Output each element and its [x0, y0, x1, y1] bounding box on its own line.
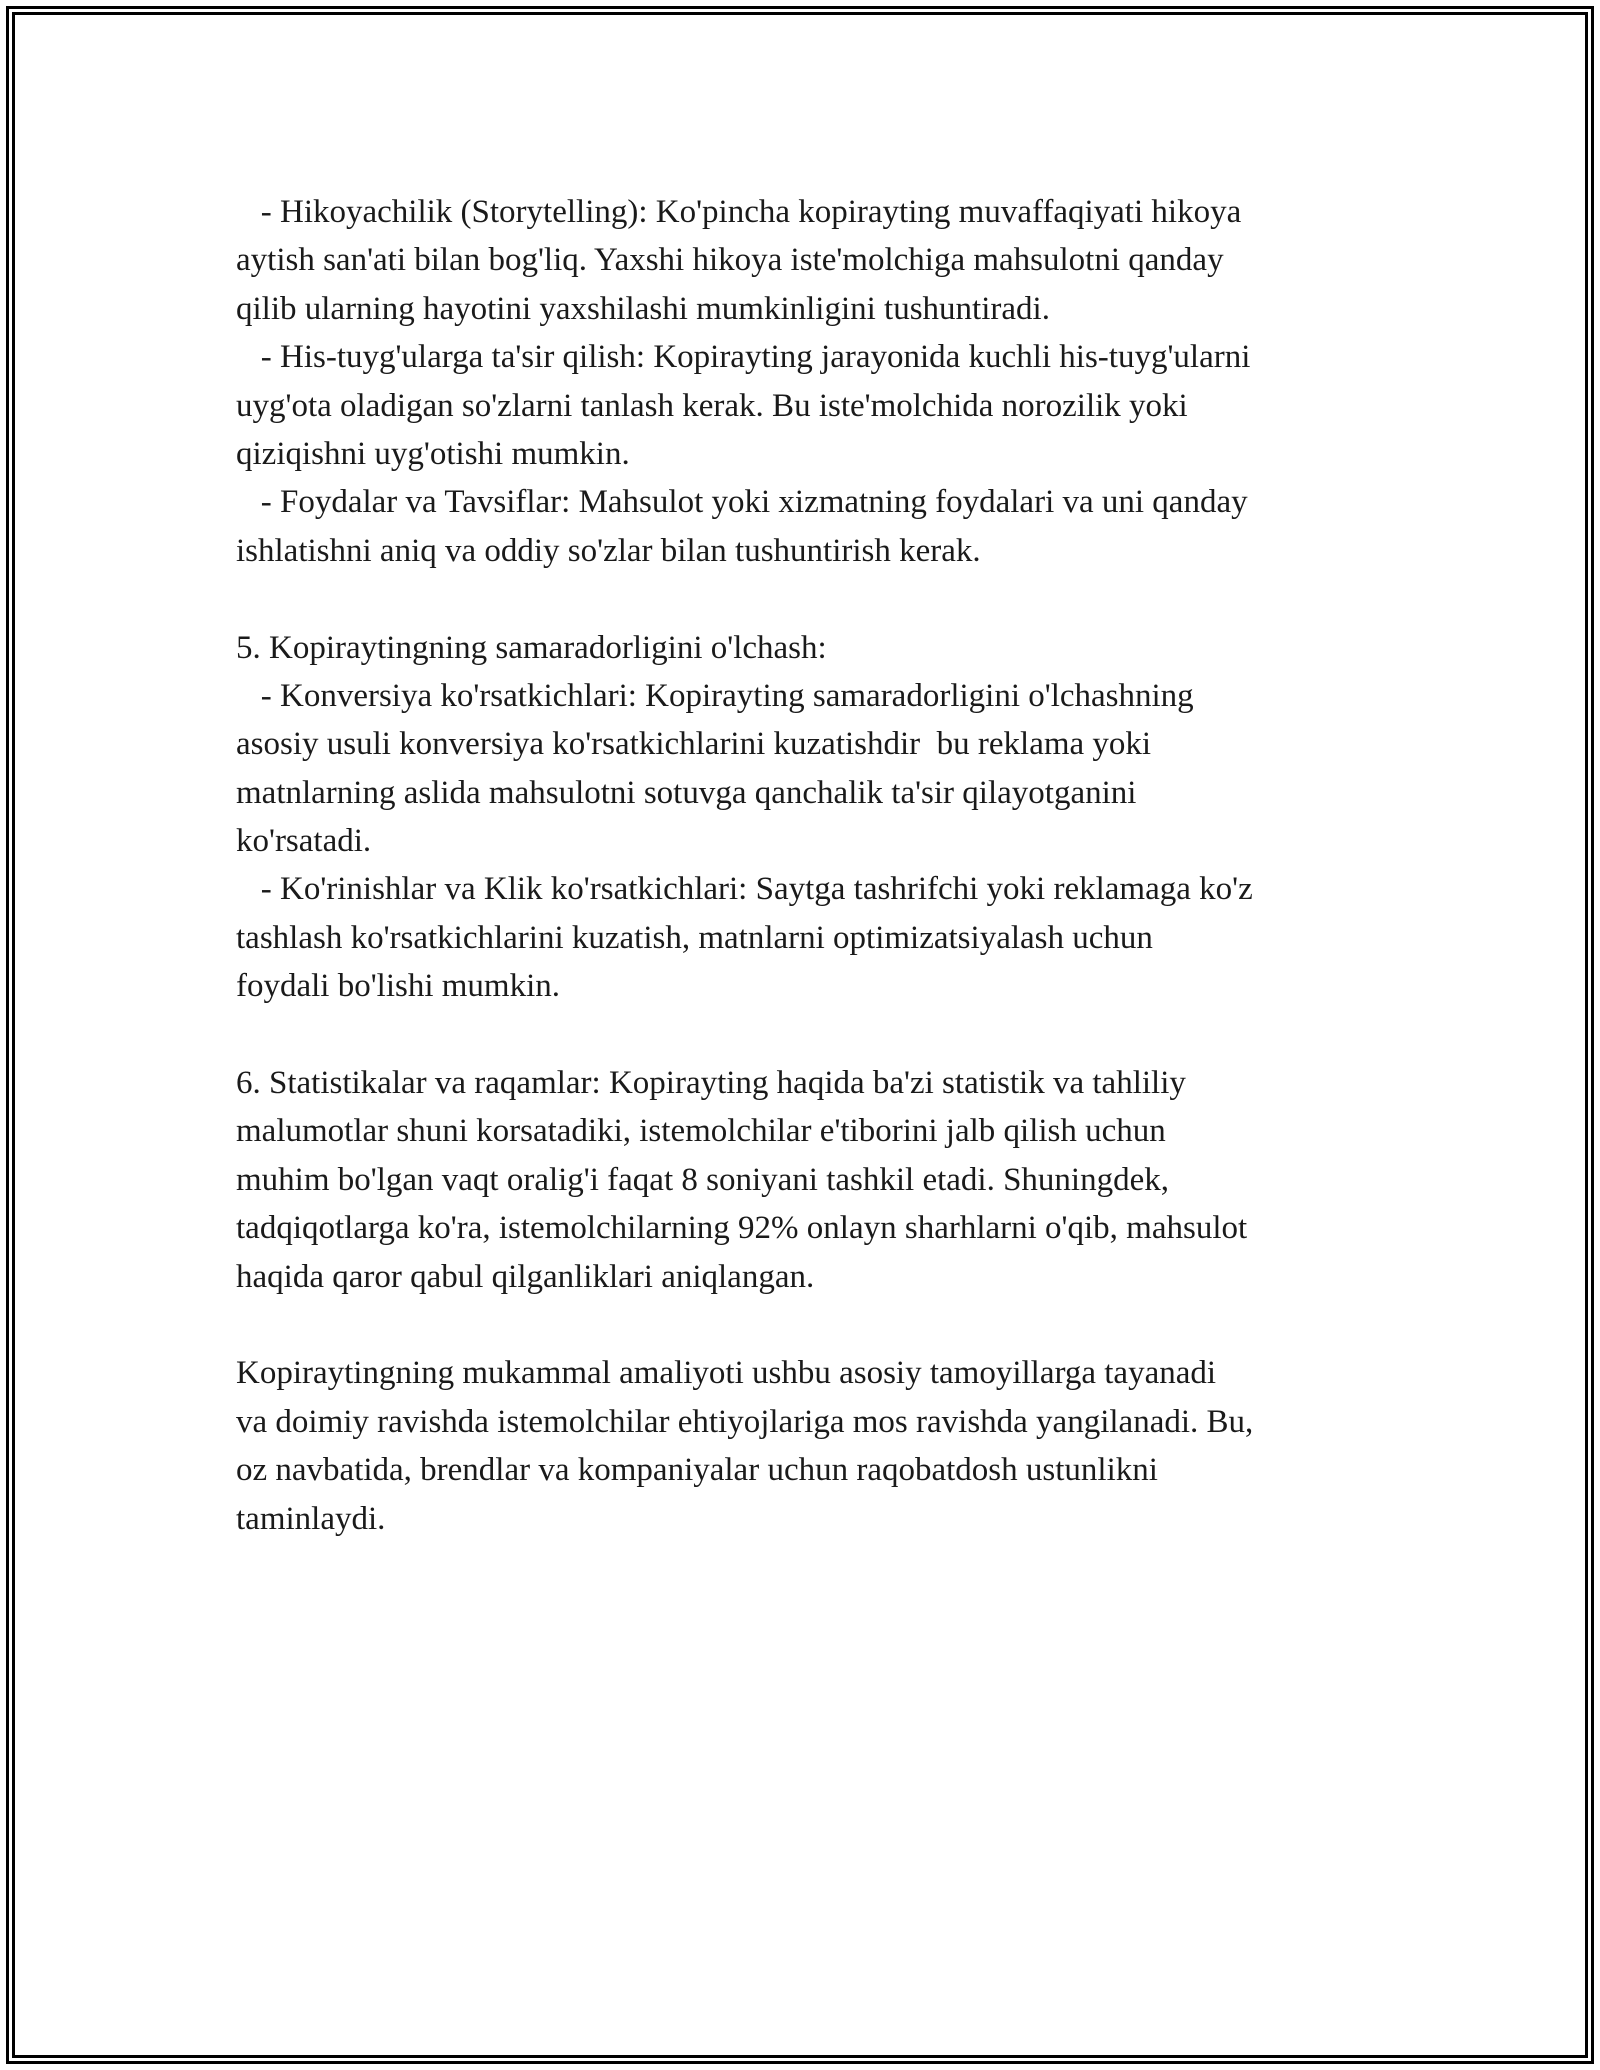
text-line: matnlarning aslida mahsulotni sotuvga qanchalik ta'sir qilayotganini — [236, 774, 1137, 811]
paragraph-conclusion — [236, 1349, 1396, 1543]
text-line: 5. Kopiraytingning samaradorligini o'lchash: — [236, 629, 827, 666]
text-line: qiziqishni uyg'otishi mumkin. — [236, 435, 630, 472]
text-line: oz navbatida, brendlar va kompaniyalar uchun raqobatdosh ustunlikni — [236, 1452, 1158, 1489]
text-line: foydali bo'lishi mumkin. — [236, 968, 561, 1005]
text-line: aytish san'ati bilan bog'liq. Yaxshi hikoya iste'molchiga mahsulotni qanday — [236, 242, 1224, 279]
text-line: taminlaydi. — [236, 1500, 386, 1537]
paragraph-section-6 — [236, 1059, 1396, 1301]
text-line: tashlash ko'rsatkichlarini kuzatish, matnlarni optimizatsiyalash uchun — [236, 919, 1153, 956]
text-line: - Ko'rinishlar va Klik ko'rsatkichlari: Saytga tashrifchi yoki reklamaga ko'z — [236, 871, 1253, 908]
paragraph-emotions — [236, 333, 1396, 478]
paragraph-storytelling — [236, 188, 1396, 333]
paragraph-spacer — [236, 575, 1396, 623]
text-line: - Hikoyachilik (Storytelling): Ko'pincha kopirayting muvaffaqiyati hikoya — [236, 194, 1242, 230]
text-line: ishlatishni aniq va oddiy so'zlar bilan tushuntirish kerak. — [236, 532, 981, 569]
text-line: 6. Statistikalar va raqamlar: Kopirayting haqida ba'zi statistik va tahliliy — [236, 1065, 1186, 1102]
text-line: muhim bo'lgan vaqt oralig'i faqat 8 soniyani tashkil etadi. Shuningdek, — [236, 1161, 1169, 1198]
text-line: malumotlar shuni korsatadiki, istemolchilar e'tiborini jalb qilish uchun — [236, 1113, 1166, 1150]
document-body — [236, 188, 1396, 1543]
paragraph-spacer — [236, 1011, 1396, 1059]
paragraph-section-5-heading — [236, 624, 1396, 672]
paragraph-spacer — [236, 1301, 1396, 1349]
text-line: uyg'ota oladigan so'zlarni tanlash kerak. Bu iste'molchida norozilik yoki — [236, 387, 1188, 424]
paragraph-conversion — [236, 672, 1396, 866]
text-line: tadqiqotlarga ko'ra, istemolchilarning 92% onlayn sharhlarni o'qib, mahsulot — [236, 1210, 1248, 1247]
text-line: qilib ularning hayotini yaxshilashi mumkinligini tushuntiradi. — [236, 290, 1050, 327]
text-line: va doimiy ravishda istemolchilar ehtiyojlariga mos ravishda yangilanadi. Bu, — [236, 1403, 1254, 1440]
text-line: ko'rsatadi. — [236, 823, 372, 860]
text-line: - His-tuyg'ularga ta'sir qilish: Kopirayting jarayonida kuchli his-tuyg'ularni — [236, 339, 1251, 376]
text-line: - Konversiya ko'rsatkichlari: Kopirayting samaradorligini o'lchashning — [236, 677, 1194, 714]
text-line: - Foydalar va Tavsiflar: Mahsulot yoki xizmatning foydalari va uni qanday — [236, 484, 1248, 521]
paragraph-benefits — [236, 478, 1396, 575]
text-line: Kopiraytingning mukammal amaliyoti ushbu asosiy tamoyillarga tayanadi — [236, 1355, 1217, 1392]
text-line: haqida qaror qabul qilganliklari aniqlangan. — [236, 1258, 815, 1295]
paragraph-views-clicks — [236, 865, 1396, 1010]
text-line: asosiy usuli konversiya ko'rsatkichlarini kuzatishdir bu reklama yoki — [236, 726, 1152, 763]
